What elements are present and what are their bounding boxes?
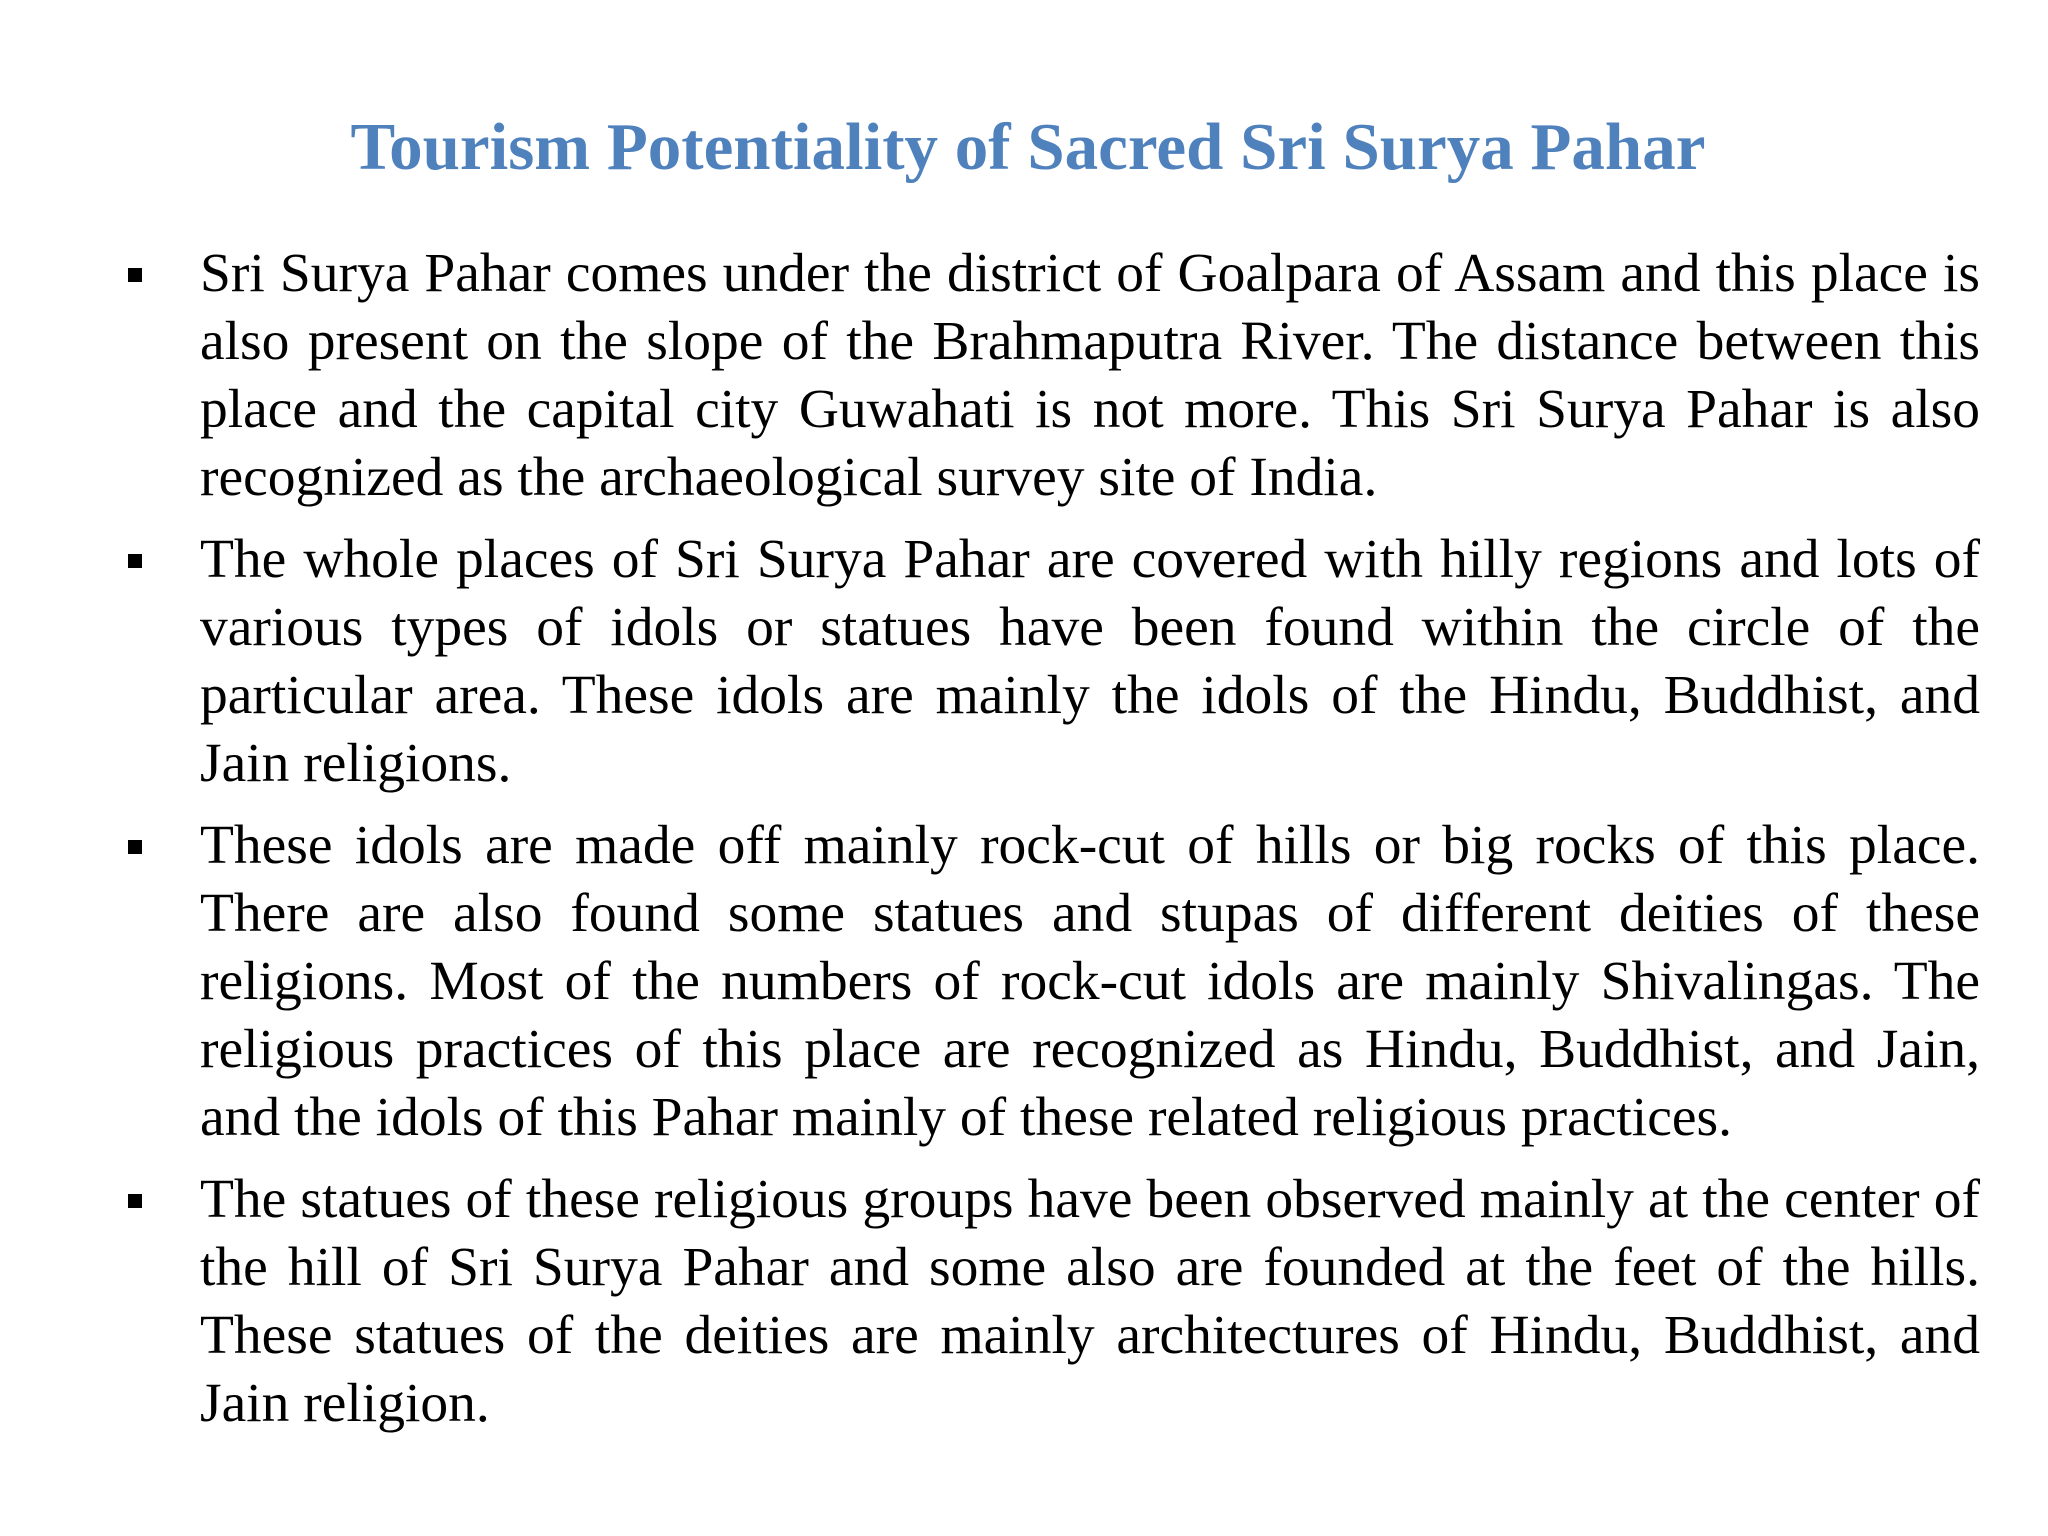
bullet-item [200,1166,1980,1438]
slide-title: Tourism Potentiality of Sacred Sri Surya Pahar [350,110,1706,184]
bullet-item [200,526,1980,798]
bullet-list [200,240,1980,1452]
bullet-text: These idols are made off mainly rock-cut of hills or big rocks of this place. There are also found some statues and stupas of different deities of these religions. Most of the numbers of rock-cut idols are mainly Shivalingas. The religious practices of this place are recognized as Hindu, Buddhist, and Jain, and the idols of this Pahar mainly of these related religious practices. [200,815,1980,1148]
square-bullet-icon [128,840,142,854]
square-bullet-icon [128,554,142,568]
bullet-text: The whole places of Sri Surya Pahar are covered with hilly regions and lots of various types of idols or statues have been found within the circle of the particular area. These idols are mainly the idols of the Hindu, Buddhist, and Jain religions. [200,529,1980,794]
bullet-item [200,812,1980,1152]
bullet-text: Sri Surya Pahar comes under the district of Goalpara of Assam and this place is also present on the slope of the Brahmaputra River. The distance between this place and the capital city Guwahati is not more. This Sri Surya Pahar is also recognized as the archaeological survey site of India. [200,243,1980,508]
square-bullet-icon [128,1194,142,1208]
square-bullet-icon [128,268,142,282]
bullet-text: The statues of these religious groups have been observed mainly at the center of the hill of Sri Surya Pahar and some also are founded at the feet of the hills. These statues of the deities are mainly architectures of Hindu, Buddhist, and Jain religion. [200,1169,1980,1434]
bullet-item [200,240,1980,512]
